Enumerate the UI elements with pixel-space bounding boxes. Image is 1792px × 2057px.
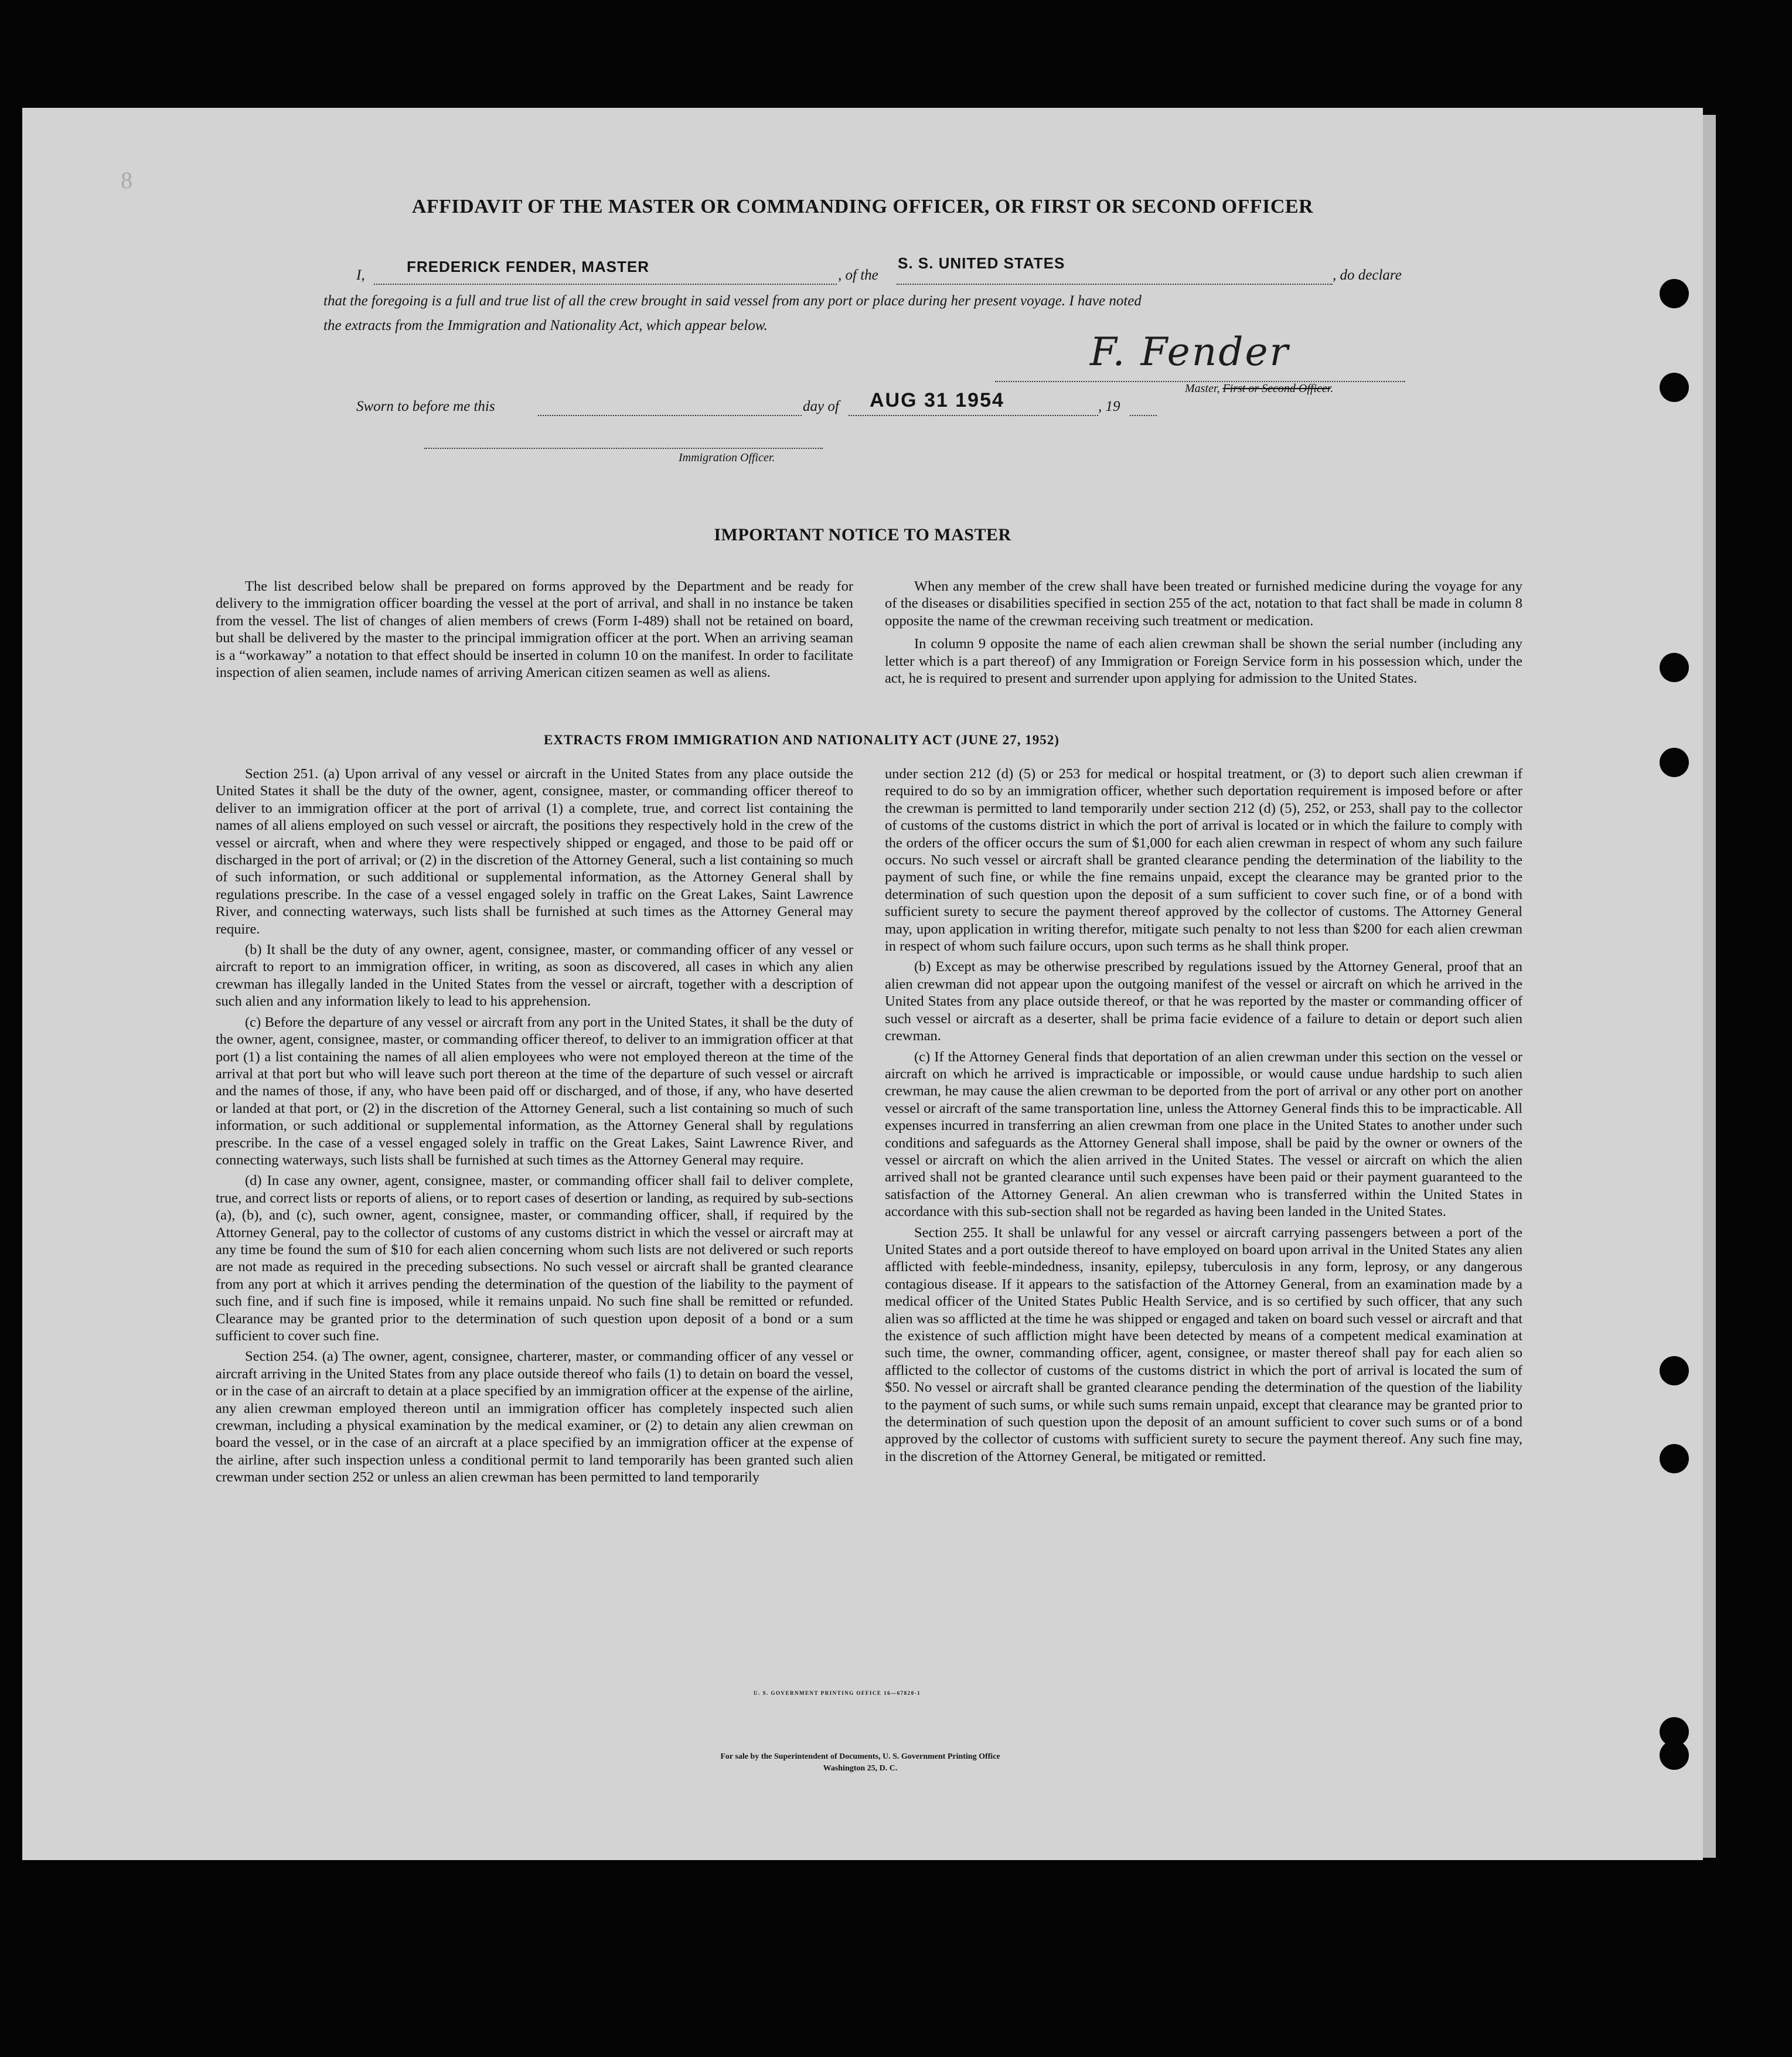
signature-title bbox=[1185, 382, 1333, 396]
day-of-label: day of bbox=[803, 399, 839, 414]
section-254-a-continued: under section 212 (d) (5) or 253 for medical or hospital treatment, or (3) to deport such alien crewman if required to do so by an immigration officer, whether such deportation requirement is imposed before or after the crewman is permitted to land temporarily under section 212 (d) (5), 252, or 253, shall pay to the collector of customs of the customs district in which the port of arrival is located or in which the failure to comply with the orders of the officer occurs the sum of $1,000 for each alien crewman in respect of whom any such failure occurs. No such vessel or aircraft shall be granted clearance pending the determination of the liability to the payment of such fine, or while the fine remains unpaid, except the clearance may be granted prior to the determination of such question upon the deposit of a sum sufficient to cover such fine, or of a bond with sufficient surety to secure the payment thereof approved by the collector of customs. The Attorney General may, upon application in writing therefor, mitigate such penalty to not less than $200 for each alien crewman in respect of whom such failure occurs, upon such terms as he shall think proper. bbox=[885, 766, 1522, 955]
binder-hole bbox=[1660, 279, 1689, 308]
section-255: Section 255. It shall be unlawful for any vessel or aircraft carrying passengers between a port of the United States and a port outside thereof to have employed on board upon arrival in the United States any alien afflicted with feeble-mindedness, insanity, epilepsy, tuberculosis in any form, leprosy, or any dangerous contagious disease. If it appears to the satisfaction of the Attorney General, from an examination made by a medical officer of the United States Public Health Service, and is so certified by such officer, that any such alien was so afflicted at the time he was shipped or engaged and taken on board such vessel or aircraft and that the existence of such affliction might have been detected by means of a competent medical examination at such time, the owner, commanding officer, agent, consignee, or master thereof shall pay for each alien so afflicted to the collector of customs of the customs district in which the port of arrival is located the sum of $50. No vessel or aircraft shall be granted clearance pending the determination of the question of the liability to the payment of such sums, or while such sums remain unpaid, except that clearance may be granted prior to the determination of such question upon the deposit of an amount sufficient to cover such sums or of a bond approved by the collector of customs with sufficient surety to secure the payment thereof. Any such fine may, in the discretion of the Attorney General, be mitigated or remitted. bbox=[885, 1224, 1522, 1465]
extracts-title: EXTRACTS FROM IMMIGRATION AND NATIONALITY ACT (JUNE 27, 1952) bbox=[544, 733, 1059, 747]
for-sale-notice bbox=[550, 1751, 1171, 1775]
binder-hole bbox=[1660, 1444, 1689, 1473]
notice-right-paragraph-2: In column 9 opposite the name of each alien crewman shall be shown the serial number (including any letter which is a part thereof) of any Immigration or Foreign Service form in his possession which, under the act, he is required to present and surrender upon applying for admission to the United States. bbox=[885, 636, 1522, 687]
section-254-c: (c) If the Attorney General finds that deportation of an alien crewman under this section on the vessel or aircraft on which he arrived is impracticable or impossible, or would cause undue hardship to such alien crewman, he may cause the alien crewman to be deported from the port of arrival or any other port on another vessel or aircraft of the same transportation line, unless the Attorney General finds this to be impracticable. All expenses incurred in transferring an alien crewman from one place in the United States to another under such conditions and safeguards as the Attorney General shall impose, shall be paid by the owner or owners of the vessel or aircraft on which the alien arrived in the United States. The vessel or aircraft on which the alien arrived shall not be granted clearance until such expenses have been paid or their payment guaranteed to the satisfaction of the Attorney General. An alien crewman who is transferred within the United States in accordance with this sub-section shall not be regarded as having been landed in the United States. bbox=[885, 1048, 1522, 1220]
section-251-b: (b) It shall be the duty of any owner, agent, consignee, master, or commanding officer of any vessel or aircraft to report to an immigration officer, in writing, as soon as discovered, all cases in which any alien crewman has illegally landed in the United States from the vessel or aircraft, together with a description of such alien and any information likely to lead to his apprehension. bbox=[216, 942, 853, 1010]
declaration-line-1: that the foregoing is a full and true list of all the crew brought in said vessel from any port or place during her present voyage. I have noted bbox=[323, 293, 1142, 309]
section-251-c: (c) Before the departure of any vessel or aircraft from any port in the United States, it shall be the duty of the owner, agent, consignee, master, or commanding officer thereof, to deliver to an immigration officer at that port (1) a list containing the names of all alien employees who were not employed thereon at the time of the arrival at that port but who will leave such port thereon at the time of the departure of such vessel or aircraft and the names of those, if any, who have been paid off or discharged, and of those, if any, who have deserted or landed at that port, or (2) in the discretion of the Attorney General, such a list containing so much of such information, or such additional or supplemental information, as the Attorney General shall by regulations prescribe. In the case of a vessel engaged solely in traffic on the Great Lakes, Saint Lawrence River, and connecting waterways, such lists shall be furnished at such times as the Attorney General may require. bbox=[216, 1014, 853, 1168]
signature-title-prefix: Master, bbox=[1185, 382, 1223, 395]
sworn-year-line bbox=[1130, 415, 1157, 416]
notice-right-column bbox=[885, 578, 1522, 690]
binder-hole bbox=[1660, 1741, 1689, 1770]
for-sale-line-1: For sale by the Superintendent of Documents, U. S. Government Printing Office bbox=[720, 1752, 1000, 1761]
officer-name-line bbox=[374, 284, 837, 285]
declaration-line-2: the extracts from the Immigration and Nationality Act, which appear below. bbox=[323, 318, 768, 333]
notice-left-column bbox=[216, 578, 853, 684]
sworn-month-line bbox=[849, 415, 1098, 416]
document-page bbox=[22, 108, 1703, 1860]
notice-left-paragraph: The list described below shall be prepared on forms approved by the Department and be ready for delivery to the immigration officer boarding the vessel at the port of arrival, and shall in no instance be taken from the vessel. The list of changes of alien members of crews (Form I-489) shall not be retained on board, but shall be delivered by the master to the principal immigration officer at the port. When an arriving seaman is a “workaway” a notation to that effect should be inserted in column 10 on the manifest. In order to facilitate inspection of alien seamen, include names of arriving American citizen seamen as well as aliens. bbox=[216, 578, 853, 681]
signature-title-struck: First or Second Officer bbox=[1222, 382, 1331, 395]
master-signature: F. Fender bbox=[1090, 329, 1290, 374]
section-251-d: (d) In case any owner, agent, consignee, master, or commanding officer shall fail to deliver complete, true, and correct lists or reports of aliens, or to report cases of desertion or landing, as required by sub-sections (a), (b), and (c), such owner, agent, consignee, master, or commanding officer, shall, if required by the Attorney General, pay to the collector of customs of any customs district in which the vessel or aircraft may at any time be found the sum of $10 for each alien concerning whom such lists are not delivered or such reports are not made as required in the preceding subsections. No such vessel or aircraft shall be granted clearance from any port at which it arrives pending the determination of the question of the liability to the payment of such fine, and if such fine is imposed, while it remains unpaid. No such fine shall be remitted or refunded. Clearance may be granted prior to the determination of such question upon deposit of a bond or a sum sufficient to cover such fine. bbox=[216, 1173, 853, 1344]
binder-hole bbox=[1660, 653, 1689, 682]
extracts-left-column bbox=[216, 765, 853, 1490]
section-251-a: Section 251. (a) Upon arrival of any vessel or aircraft in the United States from any place outside the United States it shall be the duty of the owner, agent, consignee, master, or commanding officer thereof to deliver to an immigration officer at the port of arrival (1) a complete, true, and correct list containing the names of all aliens employed on such vessel or aircraft, the positions they respectively hold in the crew of the vessel or aircraft, when and where they were respectively shipped or engaged, and those to be paid off or discharged in the port of arrival; or (2) in the discretion of the Attorney General, such a list containing so much of such information, or such additional or supplemental information, as the Attorney General shall by regulations prescribe. In the case of a vessel engaged solely in traffic on the Great Lakes, Saint Lawrence River, and connecting waterways, such lists shall be furnished at such times as the Attorney General may require. bbox=[216, 766, 853, 937]
binder-hole bbox=[1660, 1356, 1689, 1385]
notice-right-paragraph-1: When any member of the crew shall have been treated or furnished medicine during the voyage for any of the diseases or disabilities specified in section 255 of the act, notation to that fact shall be made in column 8 opposite the name of the crewman receiving such treatment or medication. bbox=[885, 578, 1522, 629]
year-label: , 19 bbox=[1098, 399, 1120, 414]
for-sale-line-2: Washington 25, D. C. bbox=[823, 1764, 898, 1773]
sworn-label: Sworn to before me this bbox=[356, 399, 495, 414]
section-254-b: (b) Except as may be otherwise prescribed by regulations issued by the Attorney General, proof that an alien crewman did not appear upon the outgoing manifest of the vessel or aircraft on which he arrived in the United States from any place outside thereof, or that he was reported by the master or commanding officer of such vessel or aircraft as a deserter, shall be prima facie evidence of a failure to detain or deport such alien crewman. bbox=[885, 959, 1522, 1044]
i-label: I, bbox=[356, 267, 365, 283]
binder-hole bbox=[1660, 748, 1689, 777]
section-254-a: Section 254. (a) The owner, agent, consignee, charterer, master, or commanding officer of any vessel or aircraft arriving in the United States from any place outside thereof who fails (1) to detain on board the vessel, or in the case of an aircraft to detain at a place specified by an immigration officer at the expense of the airline, any alien crewman employed thereon until an immigration officer has completely inspected such alien crewman, including a physical examination by the medical examiner, or (2) to detain any alien crewman on board the vessel, or in the case of an aircraft at a place specified by an immigration officer at the expense of the airline, after such inspection unless a conditional permit to land temporarily has been granted such alien crewman under section 252 or unless an alien crewman has been permitted to land temporarily bbox=[216, 1348, 853, 1486]
extracts-right-column bbox=[885, 765, 1522, 1469]
do-declare-label: , do declare bbox=[1333, 267, 1402, 283]
sworn-day-line bbox=[538, 415, 802, 416]
affidavit-title: AFFIDAVIT OF THE MASTER OR COMMANDING OFFICER, OR FIRST OR SECOND OFFICER bbox=[411, 196, 1314, 217]
signature-title-suffix: . bbox=[1330, 382, 1334, 395]
immigration-officer-line bbox=[424, 448, 823, 449]
immigration-officer-label: Immigration Officer. bbox=[679, 451, 775, 464]
vessel-name: S. S. UNITED STATES bbox=[898, 254, 1065, 272]
binder-hole bbox=[1660, 373, 1689, 402]
vessel-name-line bbox=[897, 284, 1333, 285]
officer-name: FREDERICK FENDER, MASTER bbox=[407, 258, 650, 275]
notice-title: IMPORTANT NOTICE TO MASTER bbox=[714, 525, 1011, 544]
of-the-label: , of the bbox=[838, 267, 878, 283]
underlying-page-edge bbox=[1703, 115, 1716, 1858]
printing-office-line: U. S. GOVERNMENT PRINTING OFFICE 16—67820-1 bbox=[754, 1690, 921, 1696]
margin-page-number: 8 bbox=[121, 167, 132, 193]
sworn-date-stamp: AUG 31 1954 bbox=[870, 389, 1004, 411]
